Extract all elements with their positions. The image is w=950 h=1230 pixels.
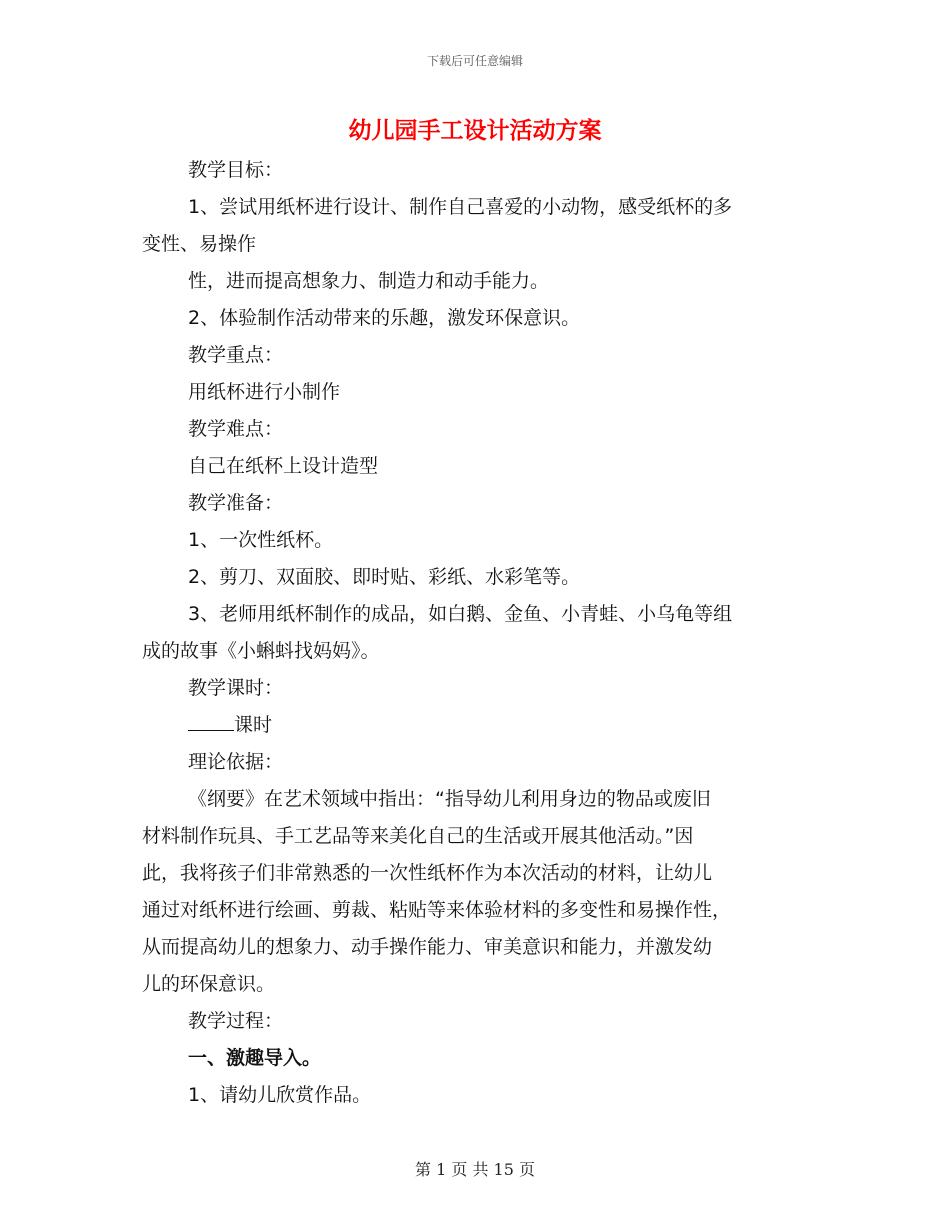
class-hours-label: 课时 <box>234 714 273 736</box>
section-heading: 教学重点： <box>188 344 284 366</box>
document-title: 幼儿园手工设计活动方案 <box>348 118 602 144</box>
section-heading: 理论依据： <box>188 751 284 773</box>
section-heading: 教学过程： <box>188 1010 284 1032</box>
paragraph-line: 2、体验制作活动带来的乐趣，激发环保意识。 <box>188 307 581 329</box>
paragraph-line: 变性、易操作 <box>142 233 257 255</box>
paragraph-line: 儿的环保意识。 <box>142 973 276 995</box>
paragraph-line: 成的故事《小蝌蚪找妈妈》。 <box>142 640 380 662</box>
paragraph-line: 性，进而提高想象力、制造力和动手能力。 <box>188 270 550 292</box>
paragraph-line: 3、老师用纸杯制作的成品，如白鹅、金鱼、小青蛙、小乌龟等组 <box>188 603 733 625</box>
section-heading: 教学难点： <box>188 418 284 440</box>
paragraph-line: 1、一次性纸杯。 <box>188 529 334 551</box>
paragraph-line: 2、剪刀、双面胶、即时贴、彩纸、水彩笔等。 <box>188 566 581 588</box>
paragraph-line: 用纸杯进行小制作 <box>188 381 341 403</box>
paragraph-line: 从而提高幼儿的想象力、动手操作能力、审美意识和能力，并激发幼 <box>142 936 713 958</box>
section-subheading: 一、激趣导入。 <box>188 1047 322 1069</box>
page-header: 下载后可任意编辑 <box>426 54 523 68</box>
section-heading: 教学准备： <box>188 492 284 514</box>
document-body <box>142 152 810 1114</box>
paragraph-line: 自己在纸杯上设计造型 <box>188 455 379 477</box>
paragraph-line <box>142 707 810 744</box>
paragraph-line: 《纲要》在艺术领域中指出：“指导幼儿利用身边的物品或废旧 <box>188 788 711 810</box>
section-heading: 教学目标： <box>188 159 284 181</box>
page-footer: 第 1 页 共 15 页 <box>415 1160 535 1179</box>
blank-underline <box>188 708 234 731</box>
paragraph-line: 材料制作玩具、手工艺品等来美化自己的生活或开展其他活动。”因 <box>142 825 694 847</box>
section-heading: 教学课时： <box>188 677 284 699</box>
paragraph-line: 此，我将孩子们非常熟悉的一次性纸杯作为本次活动的材料，让幼儿 <box>142 862 713 884</box>
paragraph-line: 1、尝试用纸杯进行设计、制作自己喜爱的小动物，感受纸杯的多 <box>188 196 733 218</box>
paragraph-line: 1、请幼儿欣赏作品。 <box>188 1084 372 1106</box>
paragraph-line: 通过对纸杯进行绘画、剪裁、粘贴等来体验材料的多变性和易操作性， <box>142 899 732 921</box>
